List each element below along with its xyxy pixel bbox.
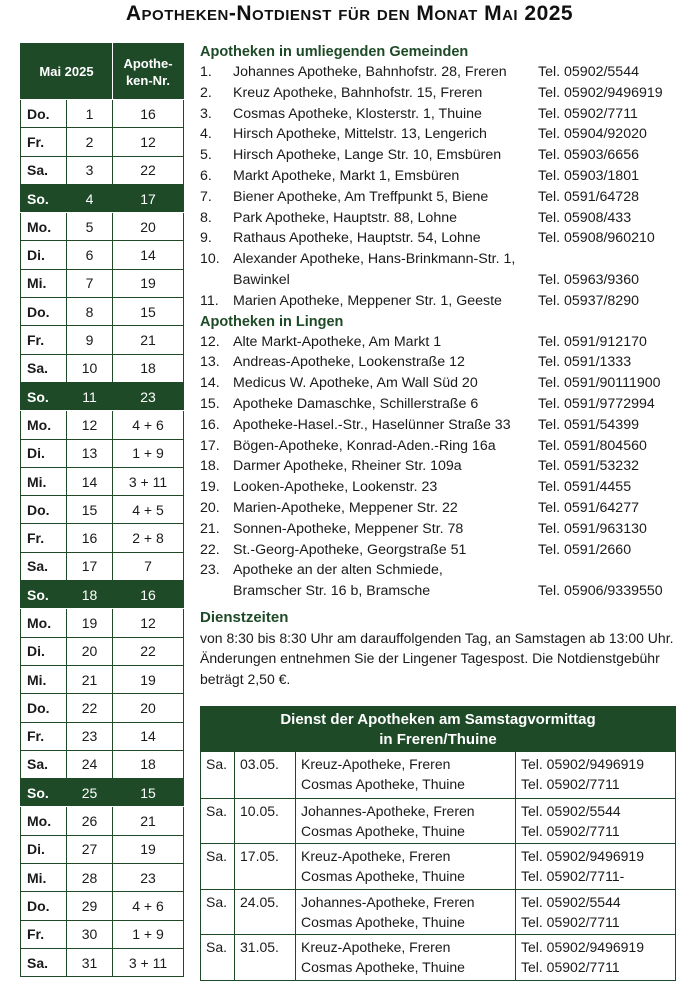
weekday-cell: Mi.: [21, 665, 67, 693]
saturday-pharmacies-line: Johannes-Apotheke, Freren: [301, 893, 475, 910]
saturday-pharmacies-line: Kreuz-Apotheke, Freren: [301, 848, 451, 865]
saturday-weekday-line: Sa.: [206, 939, 228, 956]
pharmacy-number-cell: 16: [113, 100, 184, 128]
pharmacy-name-address: Apotheke Damaschke, Schillerstraße 6: [233, 395, 479, 412]
pharmacy-number-cell: 23: [113, 864, 184, 892]
calendar-row: [21, 665, 184, 693]
weekday-cell: Fr.: [21, 326, 67, 354]
pharmacy-name-address: Marien-Apotheke, Meppener Str. 22: [233, 499, 458, 516]
saturday-phones-line: Tel. 05902/9496919: [521, 848, 644, 865]
weekday-cell: Di.: [21, 439, 67, 467]
saturday-weekday: [201, 752, 234, 798]
saturday-weekday: [201, 844, 234, 889]
section-heading: Apotheken in Lingen: [200, 313, 344, 330]
day-number-cell: 24: [67, 750, 113, 778]
entry-number: 21.: [200, 520, 220, 537]
weekday-cell: So.: [21, 382, 67, 410]
saturday-phones-line: Tel. 05902/7711: [521, 822, 620, 839]
weekday-cell: Mi.: [21, 467, 67, 495]
entry-number: 11.: [200, 292, 219, 309]
weekday-cell: Sa.: [21, 948, 67, 976]
saturday-date: [234, 890, 295, 935]
entry-number: 8.: [200, 209, 212, 226]
pharmacy-number-cell: 4 + 6: [113, 892, 184, 920]
weekday-cell: Mi.: [21, 864, 67, 892]
weekday-cell: So.: [21, 779, 67, 807]
pharmacy-number-header-line2: ken-Nr.: [125, 72, 171, 88]
pharmacy-entry: [200, 187, 680, 208]
pharmacy-name-address: Medicus W. Apotheke, Am Wall Süd 20: [233, 375, 478, 392]
calendar-row: [21, 411, 184, 439]
pharmacy-entry: [200, 560, 680, 581]
pharmacy-name-address: Looken-Apotheke, Lookenstr. 23: [233, 479, 438, 496]
weekday-cell: Sa.: [21, 354, 67, 382]
pharmacy-entry: [200, 332, 680, 353]
pharmacy-name-address: Apotheke-Hasel.-Str., Haselünner Straße 33: [233, 416, 511, 433]
pharmacy-number-cell: 21: [113, 326, 184, 354]
saturday-phones: [515, 752, 675, 798]
saturday-pharmacies-line: Cosmas Apotheke, Thuine: [301, 868, 465, 885]
saturday-weekday-line: Sa.: [206, 756, 228, 772]
saturday-phones: [515, 844, 675, 889]
weekday-cell: Fr.: [21, 722, 67, 750]
day-number-cell: 17: [67, 552, 113, 580]
weekday-cell: Di.: [21, 241, 67, 269]
saturday-phones-line: Tel. 05902/7711: [521, 776, 620, 792]
day-number-cell: 9: [67, 326, 113, 354]
pharmacy-phone: [538, 249, 680, 270]
calendar-row: [21, 354, 184, 382]
calendar-row: [21, 382, 184, 410]
calendar-row: [21, 637, 184, 665]
calendar-row: [21, 920, 184, 948]
pharmacy-name-address: Darmer Apotheke, Rheiner Str. 109a: [233, 458, 462, 475]
calendar-row: [21, 892, 184, 920]
pharmacy-phone: Tel. 0591/912170: [538, 333, 647, 350]
pharmacy-name-address: Apotheke an der alten Schmiede,: [233, 562, 443, 579]
saturday-pharmacies-line: Kreuz-Apotheke, Freren: [301, 939, 451, 956]
pharmacy-name-address: Alexander Apotheke, Hans-Brinkmann-Str. 1,: [233, 251, 516, 268]
pharmacy-name-address: Park Apotheke, Hauptstr. 88, Lohne: [233, 209, 457, 226]
saturday-phones: [515, 890, 675, 935]
day-number-cell: 25: [67, 779, 113, 807]
pharmacy-phone: Tel. 0591/54399: [538, 416, 639, 433]
saturday-service-heading: [201, 707, 675, 752]
saturday-row: [201, 934, 675, 980]
saturday-phones-line: Tel. 05902/9496919: [521, 756, 644, 772]
pharmacy-name-address: Cosmas Apotheke, Klosterstr. 1, Thuine: [233, 105, 482, 122]
weekday-cell: Di.: [21, 637, 67, 665]
entry-number: 22.: [200, 541, 220, 558]
saturday-heading-line2: in Freren/Thuine: [379, 731, 497, 748]
saturday-weekday: [201, 890, 234, 935]
pharmacy-number-cell: 4 + 5: [113, 496, 184, 524]
saturday-phones-line: Tel. 05902/7711: [521, 913, 620, 930]
day-number-cell: 27: [67, 835, 113, 863]
pharmacy-number-cell: 3 + 11: [113, 948, 184, 976]
pharmacy-phone: Tel. 05904/92020: [538, 126, 647, 143]
weekday-cell: Do.: [21, 892, 67, 920]
month-header: Mai 2025: [21, 44, 113, 100]
saturday-pharmacies: [295, 752, 515, 798]
entry-number: 7.: [200, 188, 212, 205]
saturday-phones-line: Tel. 05902/7711-: [521, 868, 625, 885]
weekday-cell: Fr.: [21, 920, 67, 948]
day-number-cell: 31: [67, 948, 113, 976]
pharmacy-phone: Tel. 0591/804560: [538, 437, 647, 454]
calendar-row: [21, 694, 184, 722]
entry-number: 23.: [200, 562, 220, 579]
saturday-pharmacies: [295, 799, 515, 844]
day-number-cell: 15: [67, 496, 113, 524]
calendar-row: [21, 581, 184, 609]
pharmacy-number-cell: 12: [113, 609, 184, 637]
day-number-cell: 18: [67, 581, 113, 609]
day-number-cell: 1: [67, 100, 113, 128]
calendar-row: [21, 835, 184, 863]
entry-number: 15.: [200, 395, 220, 412]
pharmacy-name-address: Johannes Apotheke, Bahnhofstr. 28, Freren: [233, 64, 507, 80]
entry-number: 12.: [200, 333, 220, 350]
service-hours-text: von 8:30 bis 8:30 Uhr am darauffolgenden Tag, an Samstagen ab 13:00 Uhr. Änderungen entnehmen Sie der Lingener Tagespost. Die Notdienstgebühr beträgt 2,50 €.: [200, 629, 674, 687]
pharmacy-name-address: Bawinkel: [233, 271, 290, 288]
pharmacy-phone: Tel. 0591/64277: [538, 499, 639, 516]
weekday-cell: Mo.: [21, 609, 67, 637]
pharmacy-number-cell: 22: [113, 156, 184, 184]
pharmacy-number-cell: 4 + 6: [113, 411, 184, 439]
weekday-cell: Do.: [21, 298, 67, 326]
saturday-weekday: [201, 935, 234, 980]
calendar-row: [21, 439, 184, 467]
weekday-cell: Sa.: [21, 156, 67, 184]
calendar-row: [21, 722, 184, 750]
entry-number: 2.: [200, 84, 212, 101]
weekday-cell: Mo.: [21, 213, 67, 241]
pharmacy-number-cell: 21: [113, 807, 184, 835]
weekday-cell: Do.: [21, 100, 67, 128]
saturday-pharmacies-line: Cosmas Apotheke, Thuine: [301, 776, 465, 792]
weekday-cell: Sa.: [21, 552, 67, 580]
pharmacy-name-address: Bögen-Apotheke, Konrad-Aden.-Ring 16a: [233, 437, 496, 454]
saturday-pharmacies: [295, 890, 515, 935]
calendar-row: [21, 100, 184, 128]
pharmacy-number-header-line1: Apothe-: [123, 55, 173, 71]
pharmacy-number-cell: 20: [113, 213, 184, 241]
pharmacy-number-cell: 12: [113, 128, 184, 156]
pharmacy-entry: [200, 208, 680, 229]
pharmacy-name-address: Bramscher Str. 16 b, Bramsche: [233, 583, 431, 600]
day-number-cell: 22: [67, 694, 113, 722]
weekday-cell: Mo.: [21, 807, 67, 835]
saturday-row: [201, 798, 675, 844]
day-number-cell: 21: [67, 665, 113, 693]
pharmacy-number-cell: 14: [113, 722, 184, 750]
calendar-header: [21, 44, 184, 100]
pharmacy-phone: Tel. 0591/90111900: [538, 375, 661, 392]
entry-number: 14.: [200, 375, 220, 392]
saturday-service-table: [200, 706, 676, 981]
saturday-pharmacies-line: Cosmas Apotheke, Thuine: [301, 959, 465, 976]
service-hours-heading: Dienstzeiten: [200, 608, 289, 626]
calendar-row: [21, 269, 184, 297]
calendar-row: [21, 609, 184, 637]
section-heading: Apotheken in umliegenden Gemeinden: [200, 44, 469, 60]
pharmacy-phone: Tel. 0591/4455: [538, 479, 632, 496]
day-number-cell: 8: [67, 298, 113, 326]
calendar-row: [21, 779, 184, 807]
day-number-cell: 14: [67, 467, 113, 495]
entry-number: [200, 270, 233, 291]
pharmacy-phone: Tel. 05902/5544: [538, 64, 639, 80]
entry-number: 17.: [200, 437, 220, 454]
pharmacy-number-cell: 19: [113, 665, 184, 693]
entry-number: 6.: [200, 167, 212, 184]
entry-number: 4.: [200, 126, 212, 143]
pharmacy-entry: [200, 249, 680, 270]
weekday-cell: Do.: [21, 694, 67, 722]
day-number-cell: 26: [67, 807, 113, 835]
saturday-pharmacies: [295, 844, 515, 889]
pharmacy-number-cell: 14: [113, 241, 184, 269]
pharmacy-name-address: Alte Markt-Apotheke, Am Markt 1: [233, 333, 442, 350]
pharmacy-phone: Tel. 05937/8290: [538, 292, 639, 309]
saturday-date: [234, 935, 295, 980]
pharmacy-phone: [538, 560, 680, 581]
pharmacy-number-cell: 23: [113, 382, 184, 410]
pharmacy-number-cell: 1 + 9: [113, 920, 184, 948]
weekday-cell: Sa.: [21, 750, 67, 778]
saturday-pharmacies: [295, 935, 515, 980]
weekday-cell: Mi.: [21, 269, 67, 297]
calendar-row: [21, 326, 184, 354]
day-number-cell: 13: [67, 439, 113, 467]
pharmacy-phone: Tel. 05902/9496919: [538, 84, 663, 101]
weekday-cell: Do.: [21, 496, 67, 524]
saturday-date-line: 31.05.: [240, 939, 279, 956]
pharmacy-phone: Tel. 05963/9360: [538, 271, 639, 288]
saturday-date: [234, 752, 295, 798]
entry-number: 20.: [200, 499, 220, 516]
saturday-phones: [515, 935, 675, 980]
saturday-date-line: 24.05.: [240, 893, 279, 910]
day-number-cell: 16: [67, 524, 113, 552]
entry-number: 5.: [200, 147, 212, 164]
saturday-pharmacies-line: Cosmas Apotheke, Thuine: [301, 822, 465, 839]
day-number-cell: 10: [67, 354, 113, 382]
calendar-row: [21, 241, 184, 269]
saturday-phones-line: Tel. 05902/5544: [521, 802, 621, 819]
pharmacy-phone: Tel. 05908/433: [538, 209, 632, 226]
pharmacy-name-address: Kreuz Apotheke, Bahnhofstr. 15, Freren: [233, 84, 483, 101]
day-number-cell: 23: [67, 722, 113, 750]
pharmacy-entry: [200, 373, 680, 394]
pharmacy-entry: [200, 104, 680, 125]
pharmacy-entry: [200, 436, 680, 457]
pharmacy-name-address: Hirsch Apotheke, Lange Str. 10, Emsbüren: [233, 147, 502, 164]
day-number-cell: 12: [67, 411, 113, 439]
pharmacy-entry: [200, 145, 680, 166]
page-title: Apotheken-Notdienst für den Monat Mai 2025: [125, 2, 574, 25]
pharmacy-phone: Tel. 0591/2660: [538, 541, 632, 558]
pharmacy-number-cell: 7: [113, 552, 184, 580]
day-number-cell: 2: [67, 128, 113, 156]
entry-number: 1.: [200, 64, 212, 80]
pharmacy-number-cell: 1 + 9: [113, 439, 184, 467]
pharmacy-entry: [200, 519, 680, 540]
pharmacy-number-cell: 15: [113, 779, 184, 807]
saturday-row: [201, 889, 675, 935]
pharmacy-number-cell: 20: [113, 694, 184, 722]
pharmacy-phone: Tel. 0591/53232: [538, 458, 639, 475]
calendar-row: [21, 467, 184, 495]
pharmacy-entry: [200, 415, 680, 436]
pharmacy-entry: [200, 62, 680, 83]
saturday-weekday-line: Sa.: [206, 802, 228, 819]
day-number-cell: 5: [67, 213, 113, 241]
day-number-cell: 28: [67, 864, 113, 892]
pharmacy-phone: Tel. 05903/6656: [538, 147, 639, 164]
entry-number: 13.: [200, 354, 220, 371]
day-number-cell: 30: [67, 920, 113, 948]
calendar-row: [21, 496, 184, 524]
pharmacy-name-address: Markt Apotheke, Markt 1, Emsbüren: [233, 167, 460, 184]
day-number-cell: 7: [67, 269, 113, 297]
entry-number: [200, 581, 233, 602]
pharmacy-entry: [200, 291, 680, 312]
pharmacy-number-cell: 2 + 8: [113, 524, 184, 552]
pharmacy-number-cell: 16: [113, 581, 184, 609]
pharmacy-entry: [200, 498, 680, 519]
day-number-cell: 19: [67, 609, 113, 637]
day-number-cell: 29: [67, 892, 113, 920]
pharmacy-entry: [200, 166, 680, 187]
pharmacy-entry: [200, 270, 680, 291]
saturday-phones: [515, 799, 675, 844]
pharmacy-entry: [200, 83, 680, 104]
pharmacy-name-address: Rathaus Apotheke, Hauptstr. 54, Lohne: [233, 230, 481, 247]
pharmacy-number-cell: 19: [113, 835, 184, 863]
saturday-pharmacies-line: Kreuz-Apotheke, Freren: [301, 756, 451, 772]
saturday-pharmacies-line: Johannes-Apotheke, Freren: [301, 802, 475, 819]
pharmacy-phone: Tel. 0591/1333: [538, 354, 632, 371]
saturday-date: [234, 844, 295, 889]
pharmacy-entry: [200, 477, 680, 498]
pharmacy-name-address: Sonnen-Apotheke, Meppener Str. 78: [233, 520, 464, 537]
saturday-date-line: 17.05.: [240, 848, 279, 865]
calendar-row: [21, 552, 184, 580]
day-number-cell: 11: [67, 382, 113, 410]
calendar-row: [21, 156, 184, 184]
saturday-weekday-line: Sa.: [206, 848, 228, 865]
calendar-row: [21, 128, 184, 156]
calendar-row: [21, 524, 184, 552]
pharmacy-phone: Tel. 05903/1801: [538, 167, 639, 184]
weekday-cell: Fr.: [21, 524, 67, 552]
entry-number: 16.: [200, 416, 220, 433]
saturday-weekday-line: Sa.: [206, 893, 228, 910]
saturday-date-line: 10.05.: [240, 802, 279, 819]
day-number-cell: 4: [67, 184, 113, 212]
pharmacy-entry: [200, 581, 680, 602]
pharmacy-phone: Tel. 05906/9339550: [538, 583, 663, 600]
entry-number: 3.: [200, 105, 212, 122]
saturday-pharmacies-line: Cosmas Apotheke, Thuine: [301, 913, 465, 930]
calendar-table: [20, 43, 184, 977]
calendar-row: [21, 864, 184, 892]
weekday-cell: Mo.: [21, 411, 67, 439]
pharmacy-number-header: [113, 44, 184, 100]
pharmacy-name-address: Biener Apotheke, Am Treffpunkt 5, Biene: [233, 188, 489, 205]
saturday-heading-line1: Dienst der Apotheken am Samstagvormittag: [280, 711, 596, 728]
pharmacy-phone: Tel. 0591/64728: [538, 188, 639, 205]
calendar-row: [21, 807, 184, 835]
pharmacy-number-cell: 15: [113, 298, 184, 326]
pharmacy-phone: Tel. 0591/9772994: [538, 395, 655, 412]
pharmacy-number-cell: 17: [113, 184, 184, 212]
calendar-row: [21, 298, 184, 326]
pharmacy-number-cell: 18: [113, 354, 184, 382]
pharmacy-phone: Tel. 0591/963130: [538, 520, 647, 537]
pharmacy-name-address: Hirsch Apotheke, Mittelstr. 13, Lengerich: [233, 126, 487, 143]
pharmacy-entry: [200, 456, 680, 477]
saturday-phones-line: Tel. 05902/5544: [521, 893, 621, 910]
entry-number: 10.: [200, 251, 220, 268]
pharmacy-name-address: St.-Georg-Apotheke, Georgstraße 51: [233, 541, 467, 558]
pharmacy-list: [200, 42, 680, 689]
pharmacy-name-address: Marien Apotheke, Meppener Str. 1, Geeste: [233, 292, 502, 309]
pharmacy-entry: [200, 540, 680, 561]
saturday-date-line: 03.05.: [240, 756, 279, 772]
saturday-weekday: [201, 799, 234, 844]
day-number-cell: 20: [67, 637, 113, 665]
entry-number: 18.: [200, 458, 220, 475]
pharmacy-entry: [200, 124, 680, 145]
saturday-phones-line: Tel. 05902/7711: [521, 959, 620, 976]
weekday-cell: So.: [21, 581, 67, 609]
pharmacy-entry: [200, 228, 680, 249]
calendar-row: [21, 948, 184, 976]
saturday-phones-line: Tel. 05902/9496919: [521, 939, 644, 956]
pharmacy-name-address: Andreas-Apotheke, Lookenstraße 12: [233, 354, 465, 371]
weekday-cell: Fr.: [21, 128, 67, 156]
calendar-row: [21, 184, 184, 212]
pharmacy-number-cell: 19: [113, 269, 184, 297]
entry-number: 19.: [200, 479, 220, 496]
calendar-row: [21, 213, 184, 241]
pharmacy-phone: Tel. 05908/960210: [538, 230, 655, 247]
weekday-cell: Di.: [21, 835, 67, 863]
pharmacy-entry: [200, 352, 680, 373]
pharmacy-number-cell: 3 + 11: [113, 467, 184, 495]
pharmacy-phone: Tel. 05902/7711: [538, 105, 638, 122]
pharmacy-number-cell: 18: [113, 750, 184, 778]
entry-number: 9.: [200, 230, 212, 247]
saturday-row: [201, 752, 675, 798]
pharmacy-entry: [200, 394, 680, 415]
weekday-cell: So.: [21, 184, 67, 212]
pharmacy-number-cell: 22: [113, 637, 184, 665]
day-number-cell: 6: [67, 241, 113, 269]
calendar-row: [21, 750, 184, 778]
day-number-cell: 3: [67, 156, 113, 184]
saturday-date: [234, 799, 295, 844]
saturday-row: [201, 843, 675, 889]
